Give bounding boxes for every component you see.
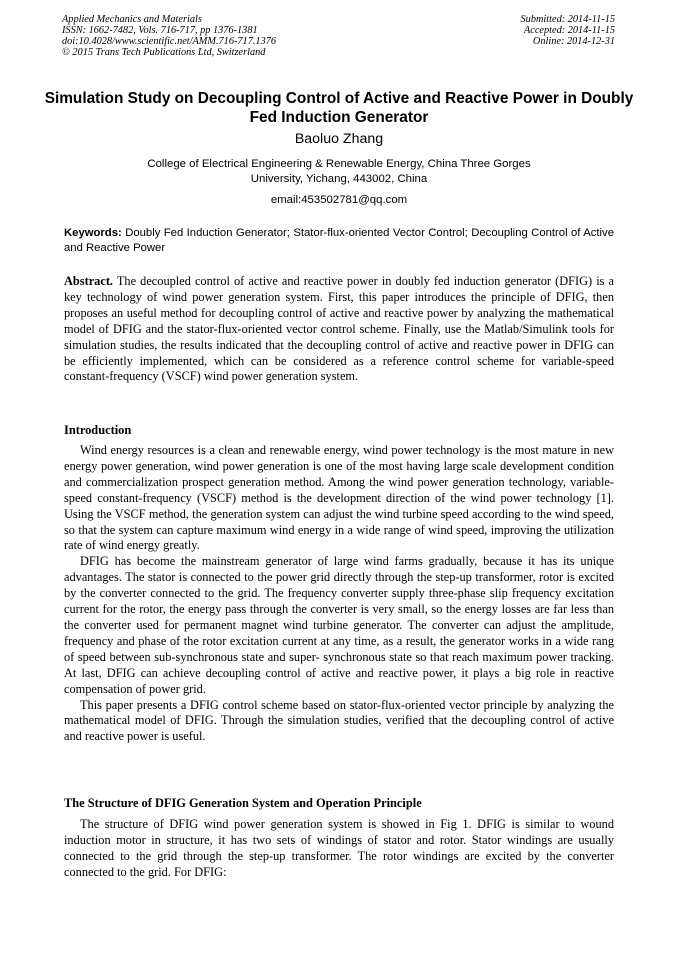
paragraph: The structure of DFIG wind power generation system is showed in Fig 1. DFIG is similar to wound induction motor in structure, it has two sets of windings of stator and rotor. Stator windings are usually connected to the grid through the step-up transformer. The rotor windings are excited by the converter connected to the grid. For DFIG: [64, 817, 614, 879]
abstract-label: Abstract. [64, 274, 114, 288]
doi: doi:10.4028/www.scientific.net/AMM.716-717.1376 [62, 36, 277, 47]
paragraph: Wind energy resources is a clean and renewable energy, wind power technology is the most mature in new energy power generation, wind power generation is one of the most having large scale development condition and commercialization prospect generation method. Among the wind power generation technology, variable-speed constant-frequency (VSCF) method is the development direction of the wind power technology [1]. Using the VSCF method, the generation system can adjust the wind turbine speed according to the wind speed, so that the system can capture maximum wind energy in a wide range of wind speed, improving the utilization rate of wind energy greatly. [64, 443, 614, 553]
introduction-body [64, 443, 614, 745]
paragraph: This paper presents a DFIG control scheme based on stator-flux-oriented vector principle by analyzing the mathematical model of DFIG. Through the simulation studies, verified that the decoupling control of active and reactive power is useful. [64, 697, 614, 744]
abstract [64, 274, 614, 385]
online-date: Online: 2014-12-31 [532, 36, 615, 47]
copyright: © 2015 Trans Tech Publications Ltd, Switzerland [62, 47, 266, 58]
keywords [64, 226, 614, 256]
section-heading-structure: The Structure of DFIG Generation System and Operation Principle [64, 796, 422, 810]
keywords-label: Keywords: [64, 227, 122, 239]
journal-info [62, 14, 276, 58]
issn: ISSN: 1662-7482, Vols. 716-717, pp 1376-1381 [62, 25, 258, 36]
affiliation [100, 157, 578, 187]
affiliation-line-2: University, Yichang, 443002, China [250, 173, 428, 185]
section-heading-introduction: Introduction [64, 423, 132, 437]
submitted-date: Submitted: 2014-11-15 [520, 14, 615, 25]
accepted-date: Accepted: 2014-11-15 [523, 25, 615, 36]
journal-name: Applied Mechanics and Materials [62, 14, 202, 25]
author-email: email:453502781@qq.com [270, 194, 408, 206]
structure-body [64, 817, 614, 881]
paper-title: Simulation Study on Decoupling Control of Active and Reactive Power in Doubly Fed Induction Generator [44, 90, 634, 126]
submission-dates [521, 14, 615, 47]
author-name: Baoluo Zhang [294, 131, 384, 147]
affiliation-line-1: College of Electrical Engineering & Renewable Energy, China Three Gorges [147, 158, 531, 170]
abstract-text: The decoupled control of active and reactive power in doubly fed induction generator (DFIG) is a key technology of wind power generation system. First, this paper introduces the principle of DFIG, then proposes an useful method for decoupling control of active and reactive power by analyzing the mathematical model of DFIG and the stator-flux-oriented vector control scheme. Finally, use the Matlab/Simulink tools for simulation studies, the results indicated that the decoupling control of active and reactive power in DFIG can be efficiently implemented, which can be considered as a reference control scheme for variable-speed constant-frequency (VSCF) wind power generation system. [64, 274, 614, 384]
paragraph: DFIG has become the mainstream generator of large wind farms gradually, because it has its unique advantages. The stator is connected to the power grid directly through the step-up transformer, rotor is excited by the converter connected to the grid. The frequency converter supply three-phase slip frequency excitation current for the rotor, the energy pass through the converter is very small, so the energy losses are far less than the converter used for permanent magnet wind turbine generator. The converter can adjust the amplitude, frequency and phase of the rotor excitation current at any time, as a result, the generator works in a wide rang of speed between sub-synchronous state and super- synchronous state so that reach maximum power tracking. At last, DFIG can achieve decoupling control of active and reactive power, it plays a big role in reactive compensation of power grid. [64, 554, 614, 696]
keywords-text: Doubly Fed Induction Generator; Stator-flux-oriented Vector Control; Decoupling Control of Active and Reactive Power [64, 227, 614, 254]
